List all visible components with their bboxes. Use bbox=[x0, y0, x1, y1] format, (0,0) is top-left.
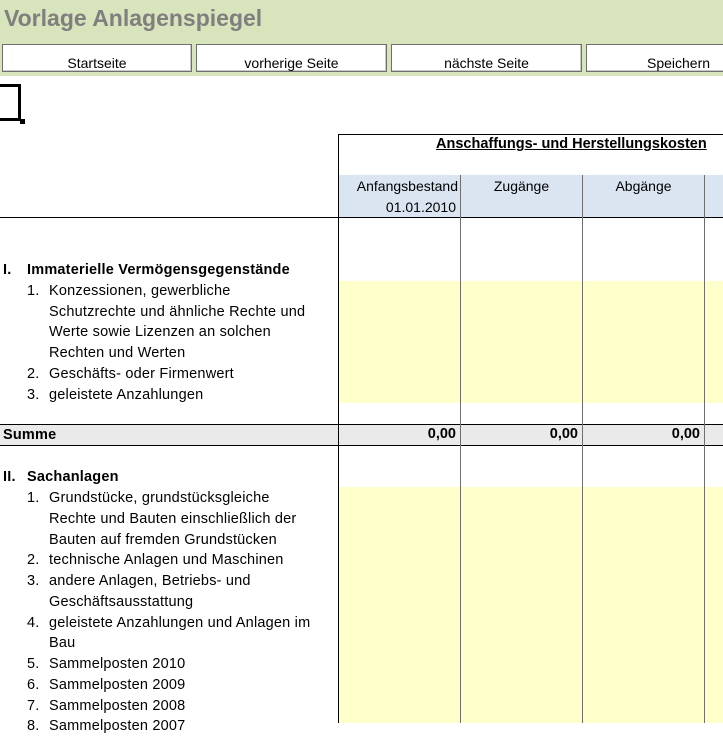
item-label: technische Anlagen und Maschinen bbox=[49, 552, 284, 568]
item-number: 3. bbox=[27, 387, 40, 403]
header-bottom-border bbox=[0, 217, 723, 218]
sum-label: Summe bbox=[3, 427, 57, 443]
item-label: Sammelposten 2007 bbox=[49, 718, 186, 734]
next-page-button[interactable]: nächste Seite bbox=[391, 44, 582, 72]
save-button[interactable]: Speichern bbox=[586, 44, 723, 72]
sum-value-anfangsbestand: 0,00 bbox=[427, 426, 456, 442]
checkbox[interactable] bbox=[0, 84, 21, 121]
header-zugaenge: Zugänge bbox=[493, 178, 550, 194]
item-number: 8. bbox=[27, 718, 40, 734]
section1-roman: I. bbox=[3, 262, 12, 278]
header-cell-next-bg bbox=[705, 175, 723, 217]
checkbox-handle bbox=[20, 119, 25, 124]
previous-page-button[interactable]: vorherige Seite bbox=[196, 44, 387, 72]
header-group-label: Anschaffungs- und Herstellungskosten bbox=[436, 136, 707, 152]
header-anfangsbestand-date: 01.01.2010 bbox=[385, 199, 456, 215]
item-number: 1. bbox=[27, 490, 40, 506]
section2-roman: II. bbox=[3, 469, 16, 485]
item-label: Rechte und Bauten einschließlich der bbox=[49, 511, 297, 527]
sum-bottom-border bbox=[0, 445, 723, 446]
input-area-section1[interactable] bbox=[339, 281, 723, 403]
section1-title: Immaterielle Vermögensgegenstände bbox=[27, 262, 290, 278]
column-divider bbox=[582, 175, 583, 723]
item-label: Bau bbox=[49, 635, 76, 651]
input-area-section2[interactable] bbox=[339, 487, 723, 723]
item-number: 3. bbox=[27, 573, 40, 589]
item-label: Werte sowie Lizenzen an solchen bbox=[49, 324, 271, 340]
item-label: Sammelposten 2009 bbox=[49, 677, 186, 693]
toolbar bbox=[0, 42, 723, 76]
item-label: geleistete Anzahlungen und Anlagen im bbox=[49, 615, 311, 631]
item-label: Sammelposten 2010 bbox=[49, 656, 186, 672]
item-label: Schutzrechte und ähnliche Rechte und bbox=[49, 304, 306, 320]
item-label: Bauten auf fremden Grundstücken bbox=[49, 532, 277, 548]
item-number: 6. bbox=[27, 677, 40, 693]
item-label: Grundstücke, grundstücksgleiche bbox=[49, 490, 270, 506]
item-number: 4. bbox=[27, 615, 40, 631]
item-label: Rechten und Werten bbox=[49, 345, 186, 361]
item-number: 1. bbox=[27, 283, 40, 299]
item-number: 2. bbox=[27, 366, 40, 382]
item-number: 7. bbox=[27, 698, 40, 714]
item-label: andere Anlagen, Betriebs- und bbox=[49, 573, 251, 589]
item-label: Geschäftsausstattung bbox=[49, 594, 194, 610]
table-top-border bbox=[338, 134, 723, 135]
header-abgaenge: Abgänge bbox=[615, 178, 672, 194]
section2-title: Sachanlagen bbox=[27, 469, 119, 485]
item-label: geleistete Anzahlungen bbox=[49, 387, 204, 403]
item-label: Sammelposten 2008 bbox=[49, 698, 186, 714]
column-divider bbox=[460, 175, 461, 723]
page-title: Vorlage Anlagenspiegel bbox=[4, 5, 263, 31]
sum-top-border bbox=[0, 424, 723, 425]
header-anfangsbestand: Anfangsbestand bbox=[356, 178, 458, 194]
item-label: Konzessionen, gewerbliche bbox=[49, 283, 231, 299]
start-page-button[interactable]: Startseite bbox=[2, 44, 192, 72]
title-bar bbox=[0, 0, 723, 42]
sum-value-abgaenge: 0,00 bbox=[671, 426, 700, 442]
item-number: 5. bbox=[27, 656, 40, 672]
sum-value-zugaenge: 0,00 bbox=[549, 426, 578, 442]
item-number: 2. bbox=[27, 552, 40, 568]
item-label: Geschäfts- oder Firmenwert bbox=[49, 366, 234, 382]
column-divider bbox=[704, 175, 705, 723]
